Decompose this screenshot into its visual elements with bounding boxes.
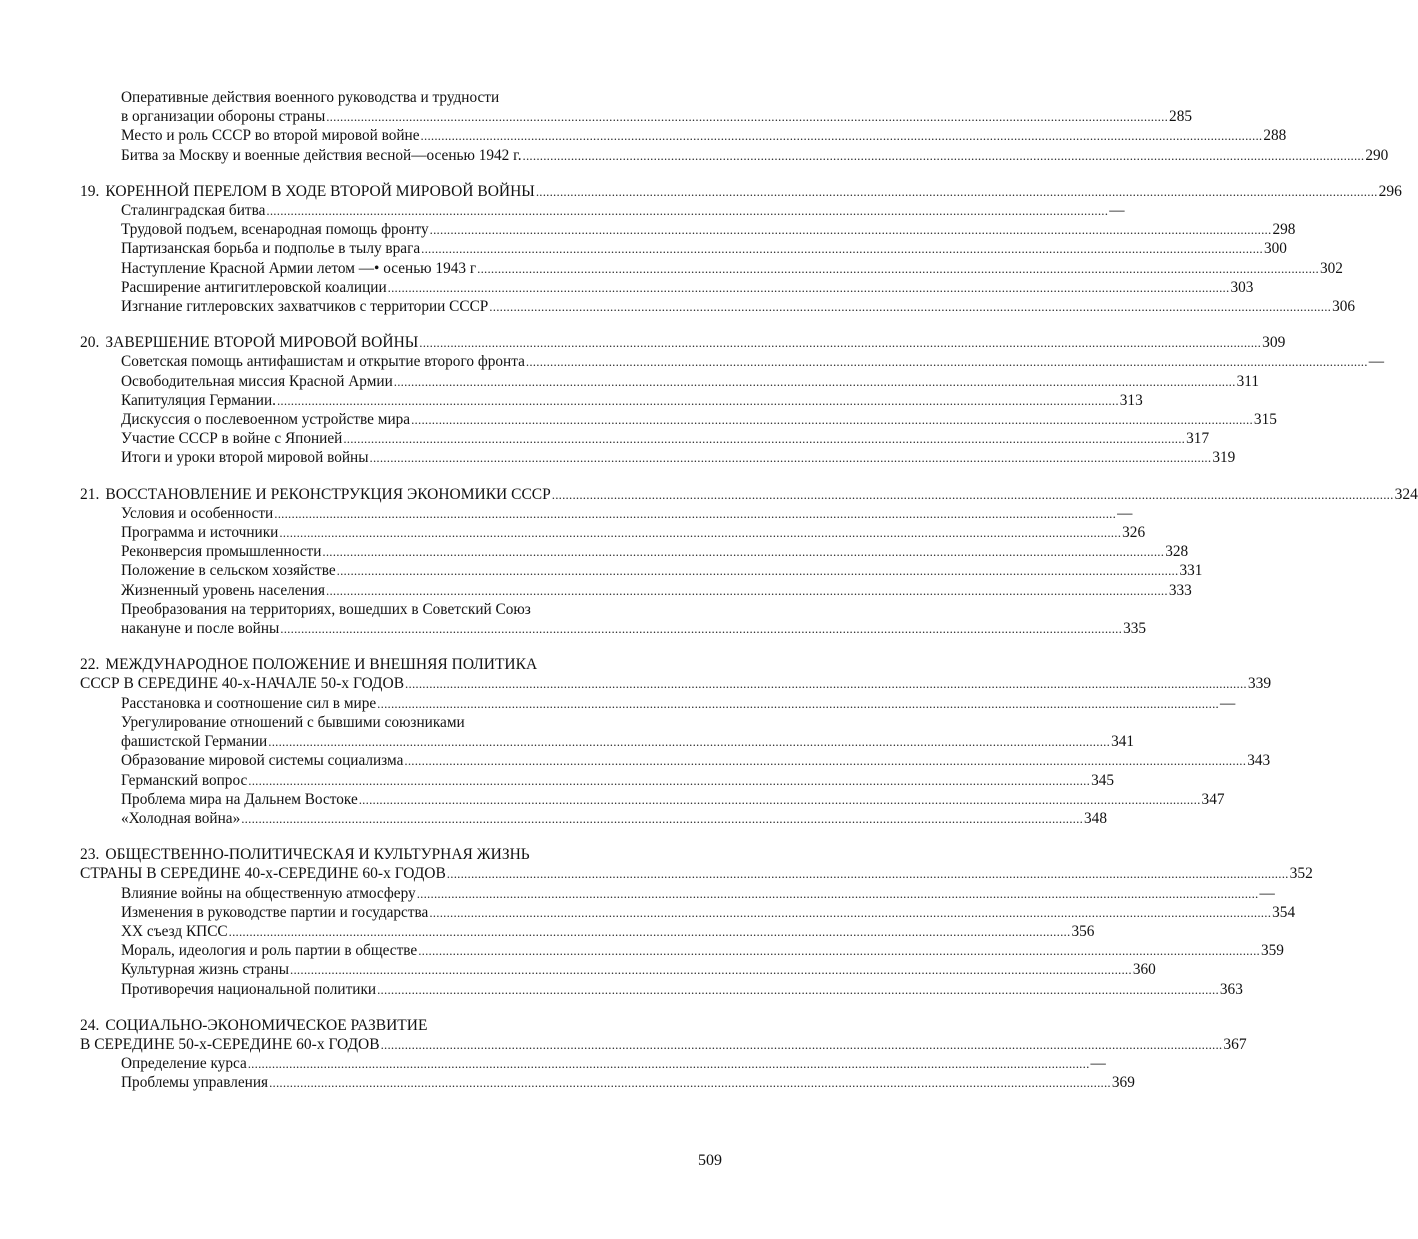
leader-dots xyxy=(404,751,1246,770)
entry-page: 356 xyxy=(1071,922,1095,940)
leader-dots xyxy=(526,352,1368,371)
entry-page: 335 xyxy=(1123,620,1147,638)
entry-page: — xyxy=(1368,353,1384,371)
chapter-title-lead: ОБЩЕСТВЕННО-ПОЛИТИЧЕСКАЯ И КУЛЬТУРНАЯ ЖИЗНЬ xyxy=(105,846,530,864)
entry-page: 300 xyxy=(1263,240,1287,258)
entry-title: Положение в сельском хозяйстве xyxy=(121,562,336,580)
chapter-page: 324 xyxy=(1394,485,1418,503)
entry-page: 360 xyxy=(1132,961,1156,979)
entry-page: — xyxy=(1109,202,1125,220)
entry-page: 288 xyxy=(1263,127,1287,145)
entry-page: 302 xyxy=(1319,259,1343,277)
leader-dots xyxy=(430,220,1272,239)
entry-title-lead: Урегулирование отношений с бывшими союзниками xyxy=(121,713,465,731)
entry-page: 326 xyxy=(1122,524,1146,542)
entry-title: Место и роль СССР во второй мировой войне xyxy=(121,127,420,145)
toc-entry xyxy=(80,220,1296,239)
chapter-title: ЗАВЕРШЕНИЕ ВТОРОЙ МИРОВОЙ ВОЙНЫ xyxy=(105,334,419,352)
entry-page: 341 xyxy=(1111,733,1135,751)
chapter-heading xyxy=(80,1035,1247,1054)
leader-dots xyxy=(326,581,1168,600)
toc-entry xyxy=(80,619,1147,638)
leader-dots xyxy=(394,372,1236,391)
chapter-title: СССР В СЕРЕДИНЕ 40-х-НАЧАЛЕ 50-х ГОДОВ xyxy=(80,675,405,693)
chapter-number: 23. xyxy=(80,846,100,864)
toc-entry xyxy=(80,1054,1106,1073)
entry-page: 290 xyxy=(1365,146,1389,164)
entry-title: Германский вопрос xyxy=(121,771,248,789)
entry-page: 317 xyxy=(1186,430,1210,448)
entry-title: Программа и источники xyxy=(121,524,279,542)
entry-page: — xyxy=(1117,504,1133,522)
toc-entry-lead-line xyxy=(80,713,721,732)
entry-page: 343 xyxy=(1247,752,1271,770)
toc-entry xyxy=(80,391,1143,410)
chapter-title: ВОССТАНОВЛЕНИЕ И РЕКОНСТРУКЦИЯ ЭКОНОМИКИ СССР xyxy=(105,485,551,503)
toc-section xyxy=(80,333,1384,467)
leader-dots xyxy=(359,790,1201,809)
leader-dots xyxy=(266,201,1108,220)
chapter-title-lead: СОЦИАЛЬНО-ЭКОНОМИЧЕСКОЕ РАЗВИТИЕ xyxy=(105,1016,428,1034)
leader-dots xyxy=(241,809,1083,828)
leader-dots xyxy=(268,732,1110,751)
leader-dots xyxy=(381,1035,1223,1054)
toc-entry xyxy=(80,146,1389,165)
entry-title: Изгнание гитлеровских захватчиков с территории СССР xyxy=(121,298,489,316)
chapter-heading-line xyxy=(80,655,721,674)
leader-dots xyxy=(280,619,1122,638)
chapter-title: КОРЕННОЙ ПЕРЕЛОМ В ХОДЕ ВТОРОЙ МИРОВОЙ ВОЙНЫ xyxy=(105,182,535,200)
chapter-heading xyxy=(80,333,1286,352)
leader-dots xyxy=(337,561,1179,580)
chapter-heading-line xyxy=(80,1016,721,1035)
chapter-title: В СЕРЕДИНЕ 50-х-СЕРЕДИНЕ 60-х ГОДОВ xyxy=(80,1035,380,1053)
entry-page: 345 xyxy=(1091,771,1115,789)
entry-title: Советская помощь антифашистам и открытие второго фронта xyxy=(121,353,525,371)
leader-dots xyxy=(405,674,1247,693)
entry-title: XX съезд КПСС xyxy=(121,922,228,940)
entry-title: Определение курса xyxy=(121,1055,247,1073)
toc-section xyxy=(80,845,1313,999)
leader-dots xyxy=(277,391,1119,410)
chapter-title: СТРАНЫ В СЕРЕДИНЕ 40-х-СЕРЕДИНЕ 60-х ГОДОВ xyxy=(80,865,446,883)
entry-title: Дискуссия о послевоенном устройстве мира xyxy=(121,411,411,429)
leader-dots xyxy=(343,429,1185,448)
leader-dots xyxy=(447,864,1289,883)
leader-dots xyxy=(248,1054,1090,1073)
entry-title: в организации обороны страны xyxy=(121,108,326,126)
chapter-page: 296 xyxy=(1378,182,1402,200)
toc-entry xyxy=(80,448,1236,467)
leader-dots xyxy=(248,771,1090,790)
leader-dots xyxy=(388,278,1230,297)
leader-dots xyxy=(421,239,1263,258)
toc-entry xyxy=(80,751,1271,770)
toc-entry xyxy=(80,126,1287,145)
entry-page: 348 xyxy=(1084,809,1107,827)
leader-dots xyxy=(279,523,1121,542)
leader-dots xyxy=(536,182,1378,201)
entry-title: Сталинградская битва xyxy=(121,202,266,220)
leader-dots xyxy=(417,884,1259,903)
chapter-page: 352 xyxy=(1289,865,1313,883)
entry-page: 369 xyxy=(1111,1074,1135,1092)
leader-dots xyxy=(429,903,1271,922)
toc-entry xyxy=(80,278,1254,297)
entry-title: Реконверсия промышленности xyxy=(121,543,322,561)
page-number: 509 xyxy=(698,1152,722,1169)
entry-page: 285 xyxy=(1169,108,1192,126)
entry-title: Наступление Красной Армии летом —• осенью 1943 г xyxy=(121,259,477,277)
toc-entry xyxy=(80,410,1277,429)
entry-title: Трудовой подъем, всенародная помощь фронту xyxy=(121,221,429,239)
toc-entry xyxy=(80,107,1192,126)
entry-page: — xyxy=(1090,1055,1106,1073)
entry-title: накануне и после войны xyxy=(121,620,280,638)
leader-dots xyxy=(322,542,1164,561)
entry-page: 303 xyxy=(1230,278,1254,296)
toc-entry xyxy=(80,980,1243,999)
entry-page: 311 xyxy=(1236,372,1259,390)
toc-entry-lead-line xyxy=(80,88,721,107)
entry-title: «Холодная война» xyxy=(121,809,241,827)
entry-title: Освободительная миссия Красной Армии xyxy=(121,372,393,390)
toc-entry xyxy=(80,960,1156,979)
toc-section xyxy=(80,485,1418,639)
toc-entry-lead-line xyxy=(80,600,721,619)
entry-title: Расстановка и соотношение сил в мире xyxy=(121,694,377,712)
toc-entry xyxy=(80,884,1275,903)
leader-dots xyxy=(523,146,1365,165)
chapter-heading-line xyxy=(80,845,721,864)
entry-page: 333 xyxy=(1168,581,1192,599)
toc-entry xyxy=(80,561,1203,580)
toc-entry xyxy=(80,504,1133,523)
toc-entry xyxy=(80,523,1146,542)
entry-title: Итоги и уроки второй мировой войны xyxy=(121,449,369,467)
entry-title: Условия и особенности xyxy=(121,504,274,522)
entry-title: Образование мировой системы социализма xyxy=(121,752,404,770)
entry-title-lead: Преобразования на территориях, вошедших в Советский Союз xyxy=(121,600,531,618)
entry-page: 313 xyxy=(1119,391,1143,409)
leader-dots xyxy=(421,126,1263,145)
chapter-heading xyxy=(80,864,1313,883)
chapter-title-lead: МЕЖДУНАРОДНОЕ ПОЛОЖЕНИЕ И ВНЕШНЯЯ ПОЛИТИКА xyxy=(105,656,538,674)
toc-entry xyxy=(80,922,1095,941)
entry-page: 315 xyxy=(1253,411,1277,429)
entry-page: 359 xyxy=(1261,942,1284,960)
toc-entry xyxy=(80,903,1296,922)
toc-entry xyxy=(80,732,1135,751)
chapter-page: 339 xyxy=(1247,675,1272,693)
entry-title: Культурная жизнь страны xyxy=(121,961,290,979)
entry-title: Изменения в руководстве партии и государства xyxy=(121,903,429,921)
entry-page: — xyxy=(1219,694,1236,712)
toc-section xyxy=(80,182,1402,316)
leader-dots xyxy=(290,960,1132,979)
chapter-heading xyxy=(80,182,1402,201)
entry-title: Капитуляция Германии. xyxy=(121,391,276,409)
leader-dots xyxy=(552,485,1394,504)
entry-title: Противоречия национальной политики xyxy=(121,980,377,998)
toc-entry xyxy=(80,297,1356,316)
toc-section xyxy=(80,655,1272,828)
entry-title: Битва за Москву и военные действия весной—осенью 1942 г. xyxy=(121,146,522,164)
toc-entry xyxy=(80,372,1259,391)
chapter-number: 22. xyxy=(80,656,100,674)
leader-dots xyxy=(269,1073,1111,1092)
entry-page: 328 xyxy=(1165,543,1189,561)
entry-title-lead: Оперативные действия военного руководства и трудности xyxy=(121,89,500,106)
leader-dots xyxy=(377,694,1219,713)
toc-section xyxy=(80,88,1389,165)
toc-entry xyxy=(80,201,1125,220)
entry-page: 363 xyxy=(1219,980,1243,998)
leader-dots xyxy=(377,980,1219,999)
chapter-heading xyxy=(80,485,1418,504)
leader-dots xyxy=(326,107,1168,126)
entry-page: 298 xyxy=(1272,221,1296,239)
entry-page: 306 xyxy=(1332,298,1356,316)
toc-entry xyxy=(80,809,1107,828)
leader-dots xyxy=(411,410,1253,429)
entry-title: Жизненный уровень населения xyxy=(121,581,325,599)
leader-dots xyxy=(477,259,1319,278)
toc-entry xyxy=(80,239,1287,258)
entry-page: — xyxy=(1259,884,1275,902)
toc-section xyxy=(80,1016,1247,1093)
table-of-contents xyxy=(80,88,1418,1110)
chapter-number: 19. xyxy=(80,182,100,200)
entry-title: Партизанская борьба и подполье в тылу врага xyxy=(121,240,421,258)
leader-dots xyxy=(229,922,1071,941)
entry-title: фашистской Германии xyxy=(121,733,268,751)
leader-dots xyxy=(370,448,1212,467)
toc-entry xyxy=(80,771,1115,790)
toc-entry xyxy=(80,542,1189,561)
entry-title: Проблемы управления xyxy=(121,1074,269,1092)
toc-entry xyxy=(80,581,1192,600)
chapter-number: 24. xyxy=(80,1016,100,1034)
toc-entry xyxy=(80,941,1284,960)
toc-entry xyxy=(80,429,1210,448)
entry-title: Влияние войны на общественную атмосферу xyxy=(121,884,416,902)
toc-entry xyxy=(80,259,1343,278)
toc-entry xyxy=(80,694,1236,713)
chapter-page: 309 xyxy=(1262,334,1286,352)
leader-dots xyxy=(274,504,1116,523)
leader-dots xyxy=(418,941,1260,960)
leader-dots xyxy=(419,333,1261,352)
chapter-number: 20. xyxy=(80,334,100,352)
entry-title: Мораль, идеология и роль партии в обществе xyxy=(121,942,418,960)
entry-title: Проблема мира на Дальнем Востоке xyxy=(121,790,358,808)
chapter-heading xyxy=(80,674,1272,693)
entry-title: Участие СССР в войне с Японией xyxy=(121,430,343,448)
toc-entry xyxy=(80,790,1225,809)
entry-page: 347 xyxy=(1201,790,1225,808)
entry-page: 354 xyxy=(1272,903,1296,921)
toc-entry xyxy=(80,1073,1135,1092)
toc-entry xyxy=(80,352,1384,371)
chapter-number: 21. xyxy=(80,485,100,503)
entry-page: 331 xyxy=(1179,562,1203,580)
chapter-page: 367 xyxy=(1223,1035,1247,1053)
entry-page: 319 xyxy=(1212,449,1236,467)
entry-title: Расширение антигитлеровской коалиции xyxy=(121,278,387,296)
leader-dots xyxy=(489,297,1331,316)
